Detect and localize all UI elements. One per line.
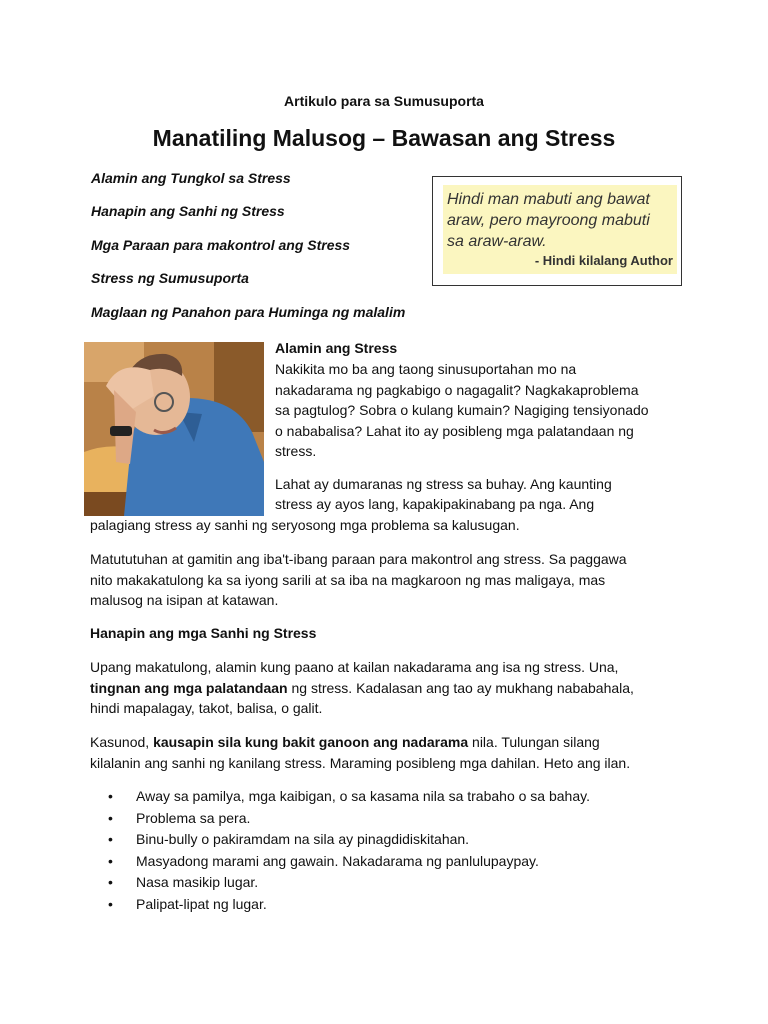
- article-category: Artikulo para sa Sumusuporta: [284, 93, 484, 109]
- text-line: nakadarama ng pagkabigo o nagagalit? Nagkakaproblema: [275, 381, 639, 398]
- text-line: Upang makatulong, alamin kung paano at kailan nakadarama ang isa ng stress. Una,: [90, 659, 619, 675]
- list-item: • Binu-bully o pakiramdam na sila ay pinagdidiskitahan.: [108, 829, 590, 851]
- bold-phrase: tingnan ang mga palatandaan: [90, 679, 288, 696]
- list-item: • Nasa masikip lugar.: [108, 872, 590, 894]
- toc-item-2: Hanapin ang Sanhi ng Stress: [91, 203, 285, 219]
- quote-box: [432, 176, 682, 286]
- toc-item-3: Mga Paraan para makontrol ang Stress: [91, 237, 351, 253]
- list-item: • Palipat-lipat ng lugar.: [108, 894, 590, 916]
- toc-item-5: Maglaan ng Panahon para Huminga ng malalim: [91, 304, 406, 320]
- text-line: stress.: [275, 443, 317, 459]
- text-line: Nakikita mo ba ang taong sinusuportahan mo na: [275, 361, 577, 377]
- list-item: • Masyadong marami ang gawain. Nakadarama ng panlulupaypay.: [108, 851, 590, 873]
- section1-paragraph-3: [90, 549, 627, 611]
- text-line: kilalanin ang sanhi ng kanilang stress. Maraming posibleng mga dahilan. Heto ang ilan.: [90, 754, 631, 771]
- page-title: Manatiling Malusog – Bawasan ang Stress: [152, 125, 616, 151]
- section2-paragraph-1: [90, 657, 634, 719]
- photo-illustration: [84, 342, 264, 516]
- text-span: nila. Tulungan silang: [468, 734, 600, 750]
- text-span: ng stress. Kadalasan ang tao ay mukhang nababahala,: [287, 679, 634, 696]
- text-span: Kasunod,: [90, 734, 154, 750]
- stressed-man-photo: [84, 342, 264, 516]
- text-line: [90, 678, 634, 699]
- list-item: • Problema sa pera.: [108, 808, 590, 830]
- toc-item-4: Stress ng Sumusuporta: [91, 270, 249, 286]
- quote-line-3: sa araw-araw.: [447, 233, 547, 250]
- causes-list: [108, 786, 590, 915]
- text-line: nito makakatulong ka sa iyong sarili at sa iba na magkaroon ng mas maligaya, mas: [90, 571, 606, 588]
- text-line: Lahat ay dumaranas ng stress sa buhay. Ang kaunting: [275, 476, 612, 492]
- section1-paragraph-1: [275, 359, 649, 462]
- text-line: sa pagtulog? Sobra o kulang kumain? Nagiging tensiyonado: [275, 402, 649, 418]
- section-heading-hanapin: Hanapin ang mga Sanhi ng Stress: [90, 625, 317, 641]
- toc-item-1: Alamin ang Tungkol sa Stress: [91, 170, 291, 186]
- quote-line-2: araw, pero mayroong mabuti: [447, 212, 650, 229]
- text-line: [90, 732, 630, 753]
- text-line: stress ay ayos lang, kapakipakinabang pa nga. Ang: [275, 496, 595, 512]
- quote-line-1: Hindi man mabuti ang bawat: [447, 191, 650, 208]
- text-line: Matututuhan at gamitin ang iba't-ibang paraan para makontrol ang stress. Sa paggawa: [90, 551, 627, 567]
- text-line: malusog na isipan at katawan.: [90, 592, 279, 608]
- bold-phrase: kausapin sila kung bakit ganoon ang nadarama: [153, 734, 469, 750]
- quote-author: - Hindi kilalang Author: [534, 253, 673, 268]
- section-heading-alamin: Alamin ang Stress: [275, 340, 398, 356]
- quote-highlight: [443, 185, 677, 274]
- text-line: palagiang stress ay sanhi ng seryosong mga problema sa kalusugan.: [90, 517, 520, 533]
- section2-paragraph-2: [90, 732, 630, 773]
- text-line: hindi mapalagay, takot, balisa, o galit.: [90, 700, 323, 716]
- text-line: o nababalisa? Lahat ito ay posibleng mga palatandaan ng: [275, 422, 634, 439]
- list-item: • Away sa pamilya, mga kaibigan, o sa kasama nila sa trabaho o sa bahay.: [108, 786, 590, 808]
